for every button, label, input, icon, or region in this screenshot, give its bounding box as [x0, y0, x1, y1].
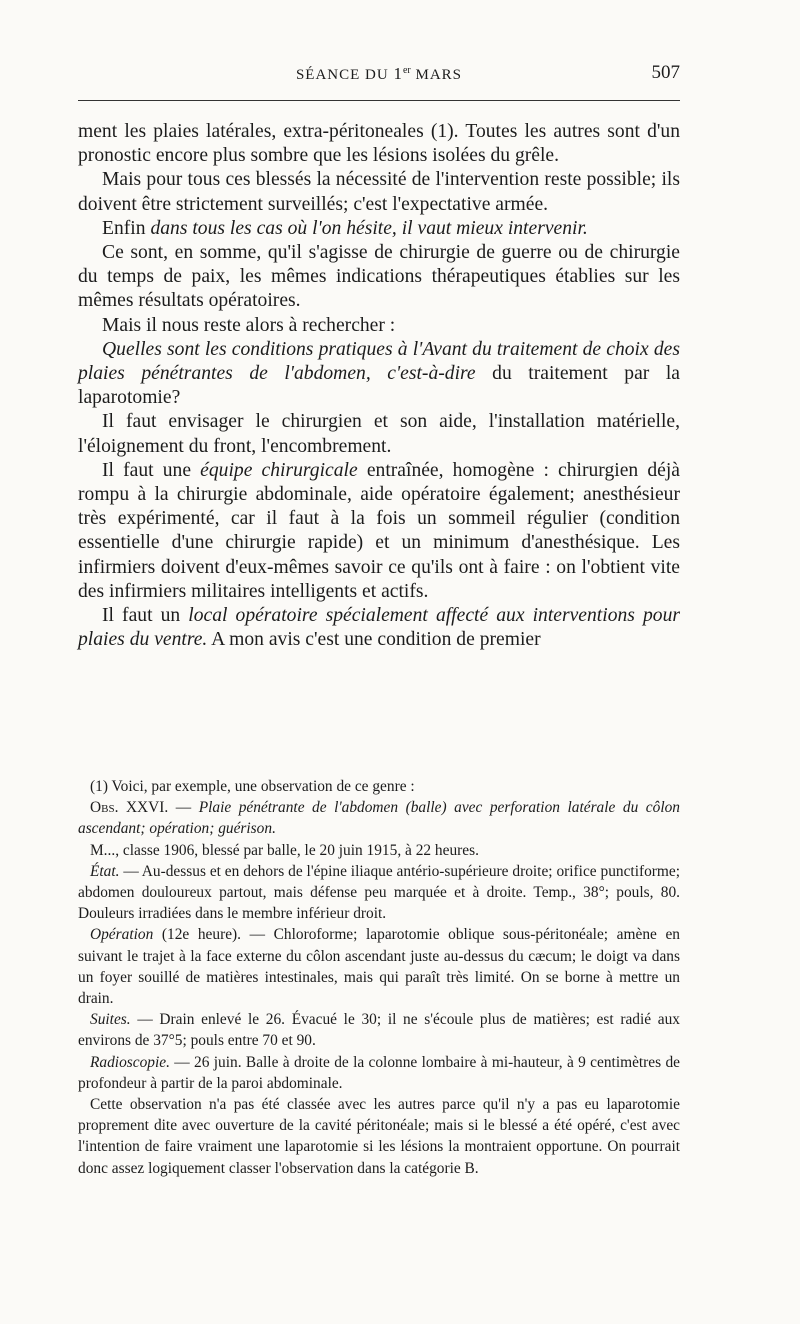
operation-label: Opération — [90, 926, 154, 944]
running-header — [78, 62, 680, 90]
paragraph-8-italic: équipe chirurgicale — [200, 459, 358, 481]
title-pre: SÉANCE DU — [295, 67, 394, 83]
title-superscript: er — [402, 65, 411, 76]
paragraph-5-text: Mais il nous reste alors à rechercher : — [102, 314, 396, 336]
obs-dash: — — [168, 799, 199, 817]
paragraph-7-text: Il faut envisager le chirurgien et son aide, l'installation matérielle, l'éloignement du front, l'encombrement. — [78, 411, 680, 457]
footnote-suites — [78, 1009, 680, 1051]
title-post: MARS — [410, 67, 463, 83]
etat-label: État. — [90, 862, 120, 880]
paragraph-6-text: du traitement par la laparotomie? — [78, 363, 680, 409]
paragraph-6 — [78, 338, 680, 411]
paragraph-7 — [78, 410, 680, 458]
paragraph-9-italic: local opératoire spécialement affecté aux interventions pour plaies du ventre. — [78, 605, 680, 651]
operation-text: (12e heure). — Chloroforme; laparotomie oblique sous-péritonéale; amène en suivant le trajet à la face externe du côlon ascendant juste au-dessus du cæcum; le doigt va dans un foyer souillé de matières intestinales, mais qui paraît très limité. On se borne à mettre un drain. — [78, 926, 680, 1008]
footnote-intro-text: (1) Voici, par exemple, une observation de ce genre : — [90, 778, 415, 795]
footnote-intro — [78, 776, 680, 797]
footnote-obs-title — [78, 797, 680, 839]
paragraph-5 — [78, 314, 680, 338]
footnote-patient-text: M..., classe 1906, blessé par balle, le 20 juin 1915, à 22 heures. — [90, 841, 479, 859]
obs-title-italic: Plaie pénétrante de l'abdomen (balle) avec perforation latérale du côlon ascendant; opération; guérison. — [78, 799, 680, 838]
header-rule — [78, 100, 680, 101]
suites-text: — Drain enlevé le 26. Évacué le 30; il ne s'écoule plus de matières; est radié aux environs de 37°5; pouls entre 70 et 90. — [78, 1011, 680, 1050]
etat-text: — Au-dessus et en dehors de l'épine iliaque antério-supérieure droite; orifice punctiforme; abdomen douloureux partout, mais défense peu marquée et à droite. Temp., 38°; pouls, 80. Douleurs irradiées dans le membre inférieur droit. — [78, 862, 680, 923]
paragraph-8-text-b: entraînée, homogène : chirurgien déjà rompu à la chirurgie abdominale, aide opératoire également; anesthésieur très expérimenté, car il faut à la fois un sommeil régulier (condition essentielle d'une chirurgie rapide) et un minimum d'anesthésique. Les infirmiers doivent d'eux-mêmes savoir ce qu'ils ont à faire : on l'obtient vite des infirmiers militaires intelligents et actifs. — [78, 459, 680, 602]
paragraph-1 — [78, 120, 680, 168]
paragraph-8 — [78, 459, 680, 604]
radioscopie-label: Radioscopie. — [90, 1053, 170, 1071]
paragraph-9 — [78, 604, 680, 652]
main-text — [78, 120, 680, 652]
radioscopie-text: — 26 juin. Balle à droite de la colonne lombaire à mi-hauteur, à 9 centimètres de profondeur à partir de la paroi abdominale. — [78, 1053, 680, 1092]
title-number: 1 — [393, 64, 403, 83]
footnote-conclusion-text: Cette observation n'a pas été classée avec les autres parce qu'il n'y a pas eu laparotomie proprement dite avec ouverture de la cavité péritonéale; mais si le blessé a été opéré, c'est avec l'intention de faire vraiment une laparotomie si les lésions la montraient opportune. On pourrait donc assez logiquement classer l'observation dans la catégorie B. — [78, 1096, 680, 1177]
paragraph-8-text-a: Il faut une — [102, 459, 201, 481]
footnote-conclusion — [78, 1094, 680, 1179]
paragraph-6-italic: Quelles sont les conditions pratiques à l'Avant du traitement de choix des plaies pénétrantes de l'abdomen, c'est-à-dire — [78, 338, 680, 385]
paragraph-2 — [78, 168, 680, 216]
paragraph-3 — [78, 217, 680, 241]
paragraph-3-text: Enfin — [102, 217, 151, 239]
footnote-radioscopie — [78, 1052, 680, 1094]
paragraph-4 — [78, 241, 680, 314]
footnote-operation — [78, 924, 680, 1009]
running-title — [78, 64, 680, 84]
paragraph-2-text: Mais pour tous ces blessés la nécessité de l'intervention reste possible; ils doivent être strictement surveillés; c'est l'expectative armée. — [78, 169, 680, 215]
paragraph-9-text-b: A mon avis c'est une condition de premier — [207, 629, 541, 651]
footnote-etat — [78, 861, 680, 925]
obs-number: Obs. XXVI. — [90, 799, 169, 817]
suites-label: Suites. — [90, 1011, 131, 1029]
paragraph-9-text-a: Il faut un — [102, 605, 189, 627]
paragraph-3-italic: dans tous les cas où l'on hésite, il vaut mieux intervenir. — [150, 217, 588, 239]
footnote-patient — [78, 840, 680, 861]
paragraph-4-text: Ce sont, en somme, qu'il s'agisse de chirurgie de guerre ou de chirurgie du temps de paix, les mêmes indications thérapeutiques établies sur les mêmes résultats opératoires. — [78, 242, 680, 312]
page-number: 507 — [651, 62, 680, 83]
paragraph-1-text: ment les plaies latérales, extra-péritoneales (1). Toutes les autres sont d'un pronostic encore plus sombre que les lésions isolées du grêle. — [78, 121, 680, 167]
footnote — [78, 776, 680, 1179]
